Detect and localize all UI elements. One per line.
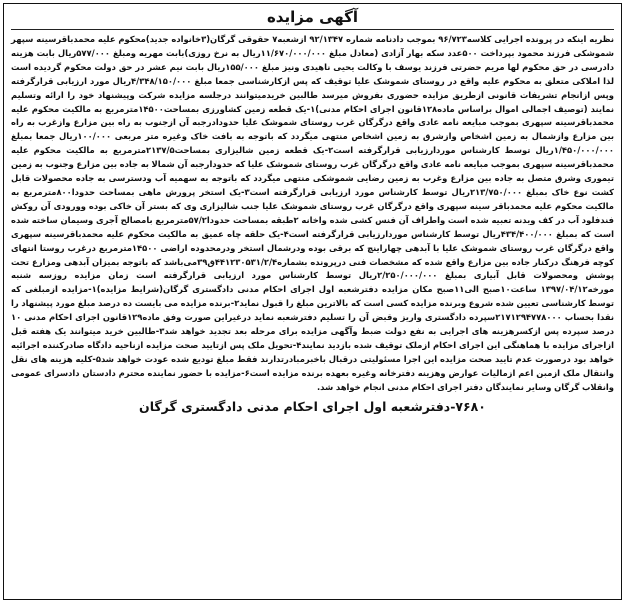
notice-frame (3, 3, 622, 600)
notice-title: آگهی مزایده (266, 8, 359, 26)
notice-footer: ۷۶۸۰-دفترشعبه اول اجرای احکام مدنی دادگستری گرگان (139, 398, 486, 414)
notice-body: نظریه اینکه در پرونده اجرایی کلاسه۹۶/۷۲۳ بموجب دادنامه شماره ۹۲/۱۳۴۷ ازشعبه۷ حقوقی گرگان(۳خانواده جدید)محکوم علیه محمدباقرسینه سپهر شموشکی فرزند محمود بپرداخت ۵۰۰عدد سکه بهار آزادی (معادل مبلغ ۱۱/۶۷۰/۰۰۰/۰۰۰ریال به نرخ روزی)بابت مهریه ومبلغ ۵۷۷/۰۰۰ریال بابت هزینه دادرسی در حق محکوم لها مریم حضرتی فرزند یوسف با وکالت یحیی ناهیدی ونیز مبلغ ۱۵۵/۰۰۰ریال بابت نیم عشر در حق دولت محکوم گردیده است لذا املاکی متعلق به محکوم علیه واقع در روستای شموشک علیا توقیف که پس ازکارشناسی جمعا مبلغ ۴/۳۴۸/۱۵۰/۰۰۰ریال مورد ارزیابی قرارگرفته وپس ازانجام تشریفات قانونی ازطریق مزایده حضوری بفروش میرسد طالبین خریدمیتوانند درجلسه مزایده شرکت وپیشنهاد خود را ارائه وتسلیم نمایند (توصیف اجمالی اموال براساس ماده۱۲۸قانون اجرای احکام مدنی)۱-یک قطعه زمین کشاورزی بمساحت۱۴۵۰۰مترمربع به مالکیت محکوم علیه محمدباقرسینه سپهری بموجب مبایعه نامه عادی واقع درگرگان غرب روستای شموشک علیا حدودادرجبه آن ازجنوب به راه بین مزارع وازغرب به راه بین مزارع وازشمال به زمین اشخاص وازشرق به زمین اشخاص منتهی میگردد که باتوجه به بافت خاک وغیره متر مربعی ۱۰۰/۰۰۰ریال جمعا بمبلغ ۱/۴۵۰/۰۰۰/۰۰۰ریال توسط کارشناس موردارزیابی قرارگرفته است۲-یک قطعه زمین شالیزاری بمساحت۲۱۳۷/۵مترمربع به مالکیت محکوم علیه محمدباقرسینه سپهری بموجب مبایعه نامه عادی واقع درگرگان غرب روستای شموشک علیا که حدودارجبه آن شمالا به جاده بین مزارع وجنوب به زمین تیموری وشرق متصل به جاده بین مزارع وغرب به زمین رضایی شموشکی منتهی میگردد که باتوجه به سهمیه آب ودسترسی به جاده محصولات قابل کشت نوع خاک بمبلغ ۲۱۳/۷۵۰/۰۰۰ریال توسط کارشناس مورد ارزیابی قرارگرفته است۳-یک استخر پرورش ماهی بمساحت حدودا۸۰۰مترمربع به مالکیت محکوم علیه محمدباقر سینه سپهری واقع درگرگان غرب روستای شموشک علیا جنب شالیزاری وی که بستر آن خاکی بوده وورودی آن روکش فندفلود آب در کف ویدنه تعبیه شده است واطراف آن فنس کشی شده واخانه ۲طبقه بمساحت حدودا۵۷/۲مترمربع بامصالح آجری وسیمان ساخته شده است که بمبلغ ۴۳۴/۴۰۰/۰۰۰ریال توسط کارشناس موردارزیابی قرارگرفته است۴-یک حلقه چاه عمیق به مالکیت محکوم علیه محمدباقرسینه سپهری واقع درگرگان غرب روستای شموشک علیا با آبدهی چهاراینچ که برقی بوده ودرشمال استخر ودرمحدوده اراضی ۱۴۵۰۰مترمربع درغرب روستا انتهای کوچه فرهنگ درکنار جاده بین مزارع واقع شده که مشخصات فنی درپرونده بشماره۴۴۱۲۳۰۵۳۱/۲/۴ق۳۹می‌باشد که باتوجه بمیزان آبدهی ومزارع تحت پوشش ومحصولات قابل آبیاری بمبلغ ۲/۲۵۰/۰۰۰/۰۰۰ریال توسط کارشناس مورد ارزیابی قرارگرفته است زمان مزایده روزسه شنبه مورخه۱۳۹۷/۰۴/۱۲ ساعت۱۰صبح الی۱۱صبح مکان مزایده دفترشعبه اول اجرای احکام مدنی دادگستری گرگان(شرایط مزایده)۱-مزایده ازمبلغی که توسط کارشناسی تعیین شده شروع وبرنده مزایده کسی است که بالاترین مبلغ را قبول نماید۲-برنده مزایده می بایست ده درصد مبلغ مورد پیشنهاد را نقدا بحساب ۲۱۷۱۲۹۴۷۷۸۰۰۰سپرده دادگستری واریز وقبض آن را تسلیم دفترشعبه نماید درغیراین صورت وفق ماده۱۲۹قانون اجرای احکام مدنی ۱۰ درصد سپرده پس ازکسرهزینه های اجرایی به نفع دولت ضبط وآگهی مزایده برای مرحله بعد تجدید خواهد شد۳-طالبین خرید میتوانند یک هفته قبل ازاجرای مزایده با هماهنگی این اجرای احکام ازملک توقیف شده بازدید نمایند۴-تحویل ملک پس ازتایید صحت مزایده ازناحیه دادگاه صادرکننده اجرائیه خواهد بود درصورت عدم تایید صحت مزایده این اجرا مسئولیتی درقبال باخبرمبادرتدارند فقط مبلغ تودیع شده عودت خواهد شد۵-کلیه هزینه های نقل وانتقال ملک ازمبن اعم ازمالیات عوارض وهزینه دفترخانه وغیره بعهده برنده مزایده است۶-مزایده با حضور نماینده محترم دادستان دادسرای عمومی وانقلاب گرگان وسایر نمایندگان دفتر اجرای احکام مدنی انجام خواهد شد. (11, 34, 615, 392)
title-divider (11, 29, 614, 30)
